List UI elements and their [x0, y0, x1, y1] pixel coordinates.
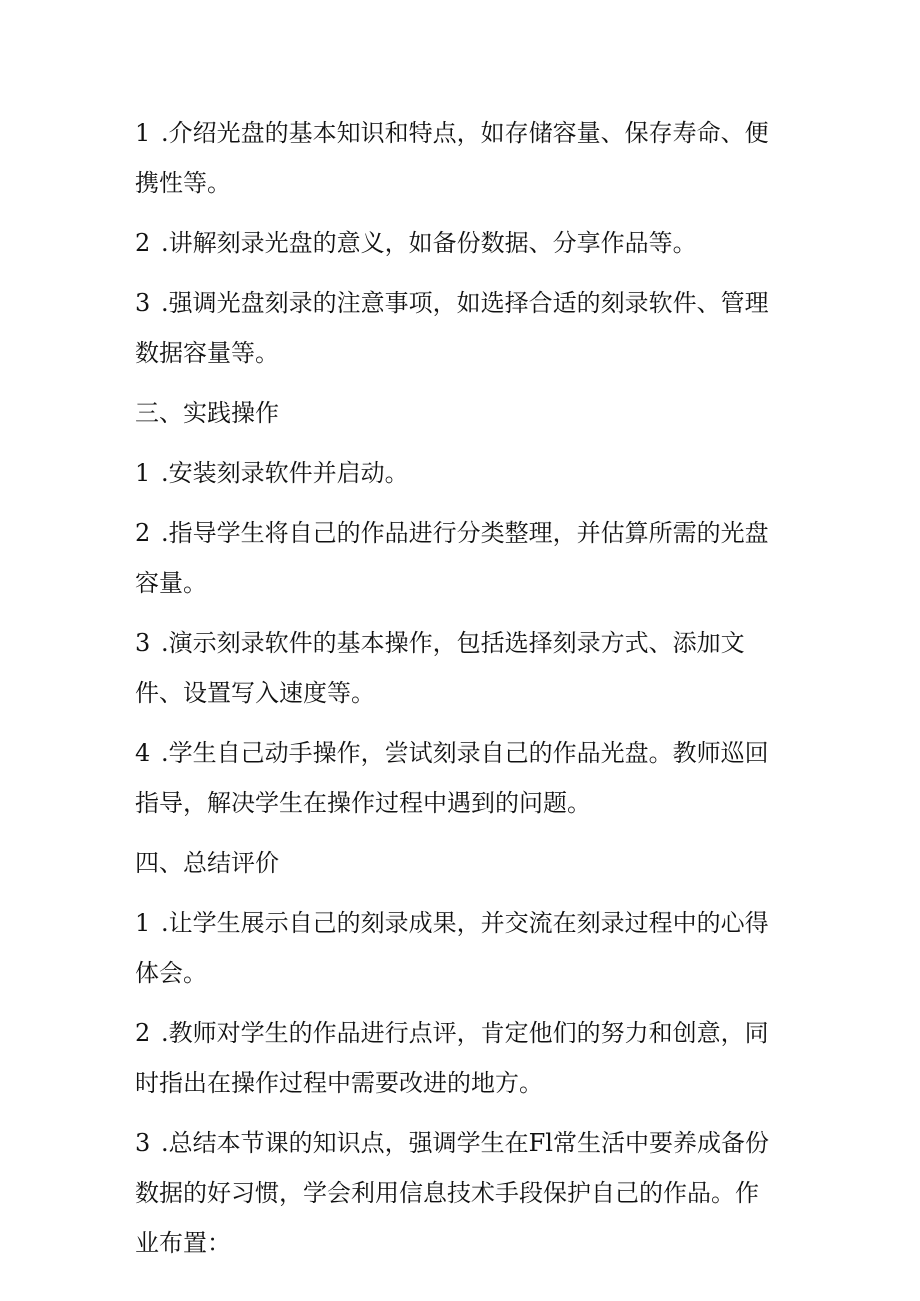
item-text: .学生自己动手操作，尝试刻录自己的作品光盘。教师巡回指导，解决学生在操作过程中遇到的问题。	[135, 739, 769, 817]
list-item	[135, 108, 775, 208]
list-item	[135, 618, 775, 718]
item-text: .演示刻录软件的基本操作，包括选择刻录方式、添加文件、设置写入速度等。	[135, 629, 745, 707]
list-item	[135, 218, 775, 268]
document-body	[135, 108, 775, 1278]
item-number: 2	[135, 1019, 151, 1047]
item-number: 1	[135, 119, 151, 147]
item-text: .教师对学生的作品进行点评，肯定他们的努力和创意，同时指出在操作过程中需要改进的地方。	[135, 1019, 769, 1097]
item-number: 3	[135, 629, 151, 657]
list-item	[135, 1118, 775, 1268]
list-item	[135, 448, 775, 498]
list-item	[135, 278, 775, 378]
item-number: 2	[135, 229, 151, 257]
list-item	[135, 728, 775, 828]
item-number: 2	[135, 519, 151, 547]
list-item	[135, 898, 775, 998]
item-text: .讲解刻录光盘的意义，如备份数据、分享作品等。	[161, 229, 697, 257]
list-item	[135, 508, 775, 608]
item-text: .指导学生将自己的作品进行分类整理，并估算所需的光盘容量。	[135, 519, 769, 597]
item-text: .强调光盘刻录的注意事项，如选择合适的刻录软件、管理数据容量等。	[135, 289, 769, 367]
section-heading: 三、实践操作	[135, 399, 279, 427]
section-heading: 四、总结评价	[135, 849, 279, 877]
item-number: 4	[135, 739, 151, 767]
item-text: .让学生展示自己的刻录成果，并交流在刻录过程中的心得体会。	[135, 909, 769, 987]
item-number: 1	[135, 459, 151, 487]
item-text: .介绍光盘的基本知识和特点，如存储容量、保存寿命、便携性等。	[135, 119, 769, 197]
item-number: 1	[135, 909, 151, 937]
item-text: .安装刻录软件并启动。	[161, 459, 409, 487]
item-text: .总结本节课的知识点，强调学生在Fl常生活中要养成备份数据的好习惯，学会利用信息技术手段保护自己的作品。作业布置：	[135, 1129, 769, 1257]
item-number: 3	[135, 1129, 151, 1157]
item-number: 3	[135, 289, 151, 317]
list-item	[135, 1008, 775, 1108]
